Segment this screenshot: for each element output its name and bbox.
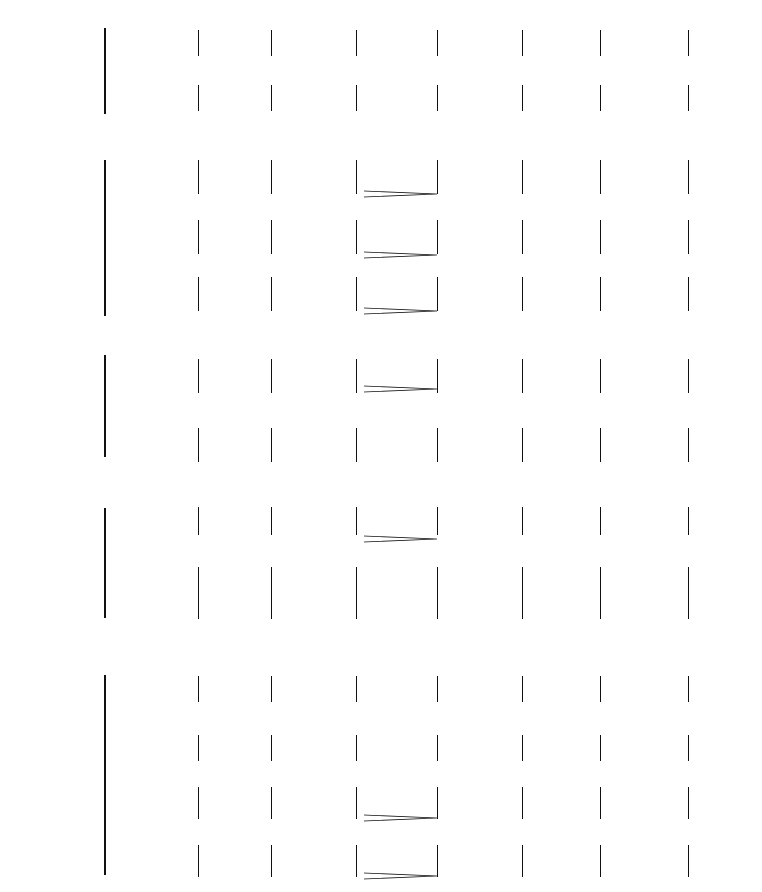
bass-barline xyxy=(522,845,523,877)
bass-barline xyxy=(437,845,438,877)
bass-barline xyxy=(688,845,689,877)
bass-barline xyxy=(198,845,199,877)
bass-barline xyxy=(271,845,272,877)
bass-barline xyxy=(600,845,601,877)
bass-barline xyxy=(356,845,357,877)
